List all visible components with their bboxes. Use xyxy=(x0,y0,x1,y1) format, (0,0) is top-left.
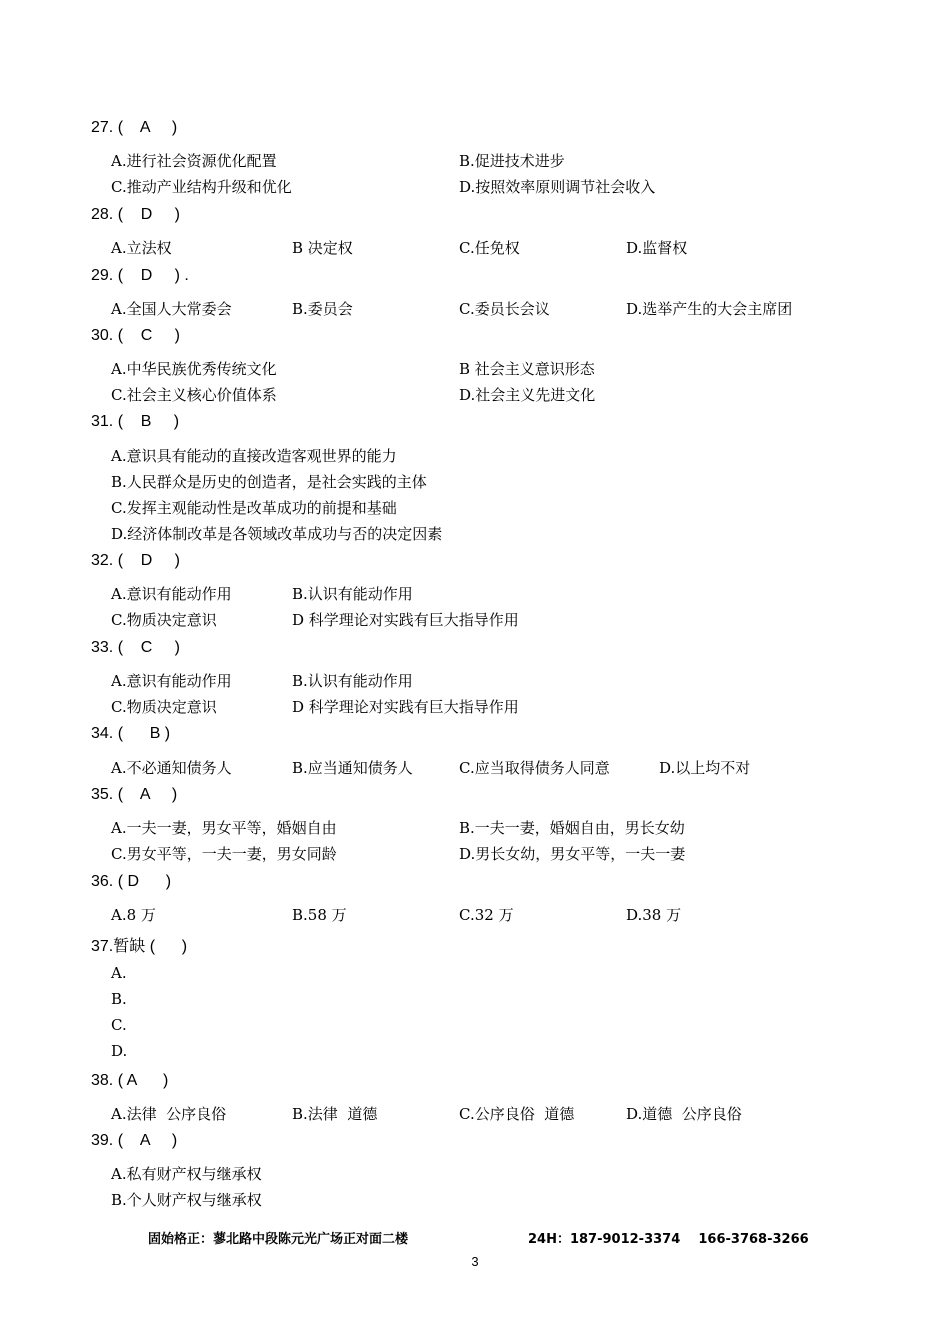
question-32-label: 32. ( D ) xyxy=(91,552,180,569)
question-36-option-a: A.8 万 xyxy=(111,906,156,924)
question-37-label: 37.暂缺 ( ) xyxy=(91,938,188,955)
question-27-option-c: C.推动产业结构升级和优化 xyxy=(111,178,292,196)
question-39-option-b: B.个人财产权与继承权 xyxy=(111,1191,262,1209)
question-29-option-a: A.全国人大常委会 xyxy=(111,300,232,318)
question-29-option-d: D.选举产生的大会主席团 xyxy=(626,300,793,318)
question-38-label: 38. ( A ) xyxy=(91,1072,169,1089)
question-31-option-b: B.人民群众是历史的创造者，是社会实践的主体 xyxy=(111,473,427,491)
question-34-label: 34. ( B ) xyxy=(91,725,171,742)
question-37-option-a: A. xyxy=(111,964,127,982)
question-31-option-d: D.经济体制改革是各领域改革成功与否的决定因素 xyxy=(111,525,443,543)
question-33-option-a: A.意识有能动作用 xyxy=(111,672,232,690)
question-38-option-c: C.公序良俗 道德 xyxy=(459,1105,575,1123)
question-28-option-d: D.监督权 xyxy=(626,239,688,257)
question-37-option-d: D. xyxy=(111,1042,128,1060)
question-28-option-b: B 决定权 xyxy=(292,239,353,257)
footer-phone: 24H：187-9012-3374 166-3768-3266 xyxy=(528,1232,809,1247)
question-36-option-b: B.58 万 xyxy=(292,906,347,924)
question-35-option-b: B.一夫一妻，婚姻自由，男长女幼 xyxy=(459,819,685,837)
question-35-option-d: D.男长女幼，男女平等，一夫一妻 xyxy=(459,845,686,863)
question-29-option-b: B.委员会 xyxy=(292,300,353,318)
question-27-option-a: A.进行社会资源优化配置 xyxy=(111,152,277,170)
question-32-option-a: A.意识有能动作用 xyxy=(111,585,232,603)
question-35-option-a: A.一夫一妻，男女平等，婚姻自由 xyxy=(111,819,337,837)
question-38-option-b: B.法律 道德 xyxy=(292,1105,378,1123)
question-39-option-a: A.私有财产权与继承权 xyxy=(111,1165,262,1183)
question-31-label: 31. ( B ) xyxy=(91,413,180,430)
question-28-option-a: A.立法权 xyxy=(111,239,172,257)
question-30-option-d: D.社会主义先进文化 xyxy=(459,386,596,404)
question-28-option-c: C.任免权 xyxy=(459,239,520,257)
question-33-option-b: B.认识有能动作用 xyxy=(292,672,413,690)
question-34-option-d: D.以上均不对 xyxy=(659,759,751,777)
question-37-option-b: B. xyxy=(111,990,127,1008)
question-34-option-a: A.不必通知债务人 xyxy=(111,759,232,777)
question-30-option-a: A.中华民族优秀传统文化 xyxy=(111,360,277,378)
question-31-option-a: A.意识具有能动的直接改造客观世界的能力 xyxy=(111,447,397,465)
question-37-option-c: C. xyxy=(111,1016,127,1034)
question-38-option-d: D.道德 公序良俗 xyxy=(626,1105,742,1123)
question-35-option-c: C.男女平等，一夫一妻，男女同龄 xyxy=(111,845,337,863)
footer-address: 固始格正：蓼北路中段陈元光广场正对面二楼 xyxy=(148,1232,409,1247)
question-33-option-d: D 科学理论对实践有巨大指导作用 xyxy=(292,698,519,716)
question-29-option-c: C.委员长会议 xyxy=(459,300,550,318)
question-27-label: 27. ( A ) xyxy=(91,119,178,136)
question-28-label: 28. ( D ) xyxy=(91,206,180,223)
question-30-option-b: B 社会主义意识形态 xyxy=(459,360,595,378)
question-36-label: 36. ( D ) xyxy=(91,873,172,890)
question-39-label: 39. ( A ) xyxy=(91,1132,178,1149)
question-33-option-c: C.物质决定意识 xyxy=(111,698,217,716)
question-36-option-c: C.32 万 xyxy=(459,906,514,924)
question-35-label: 35. ( A ) xyxy=(91,786,178,803)
question-31-option-c: C.发挥主观能动性是改革成功的前提和基础 xyxy=(111,499,397,517)
question-33-label: 33. ( C ) xyxy=(91,639,180,656)
question-30-label: 30. ( C ) xyxy=(91,327,180,344)
question-30-option-c: C.社会主义核心价值体系 xyxy=(111,386,277,404)
page-number: 3 xyxy=(471,1254,479,1269)
question-36-option-d: D.38 万 xyxy=(626,906,682,924)
question-32-option-b: B.认识有能动作用 xyxy=(292,585,413,603)
question-34-option-c: C.应当取得债务人同意 xyxy=(459,759,610,777)
question-27-option-d: D.按照效率原则调节社会收入 xyxy=(459,178,656,196)
question-29-label: 29. ( D ) . xyxy=(91,267,189,284)
question-27-option-b: B.促进技术进步 xyxy=(459,152,565,170)
question-38-option-a: A.法律 公序良俗 xyxy=(111,1105,227,1123)
question-34-option-b: B.应当通知债务人 xyxy=(292,759,413,777)
question-32-option-d: D 科学理论对实践有巨大指导作用 xyxy=(292,611,519,629)
question-32-option-c: C.物质决定意识 xyxy=(111,611,217,629)
